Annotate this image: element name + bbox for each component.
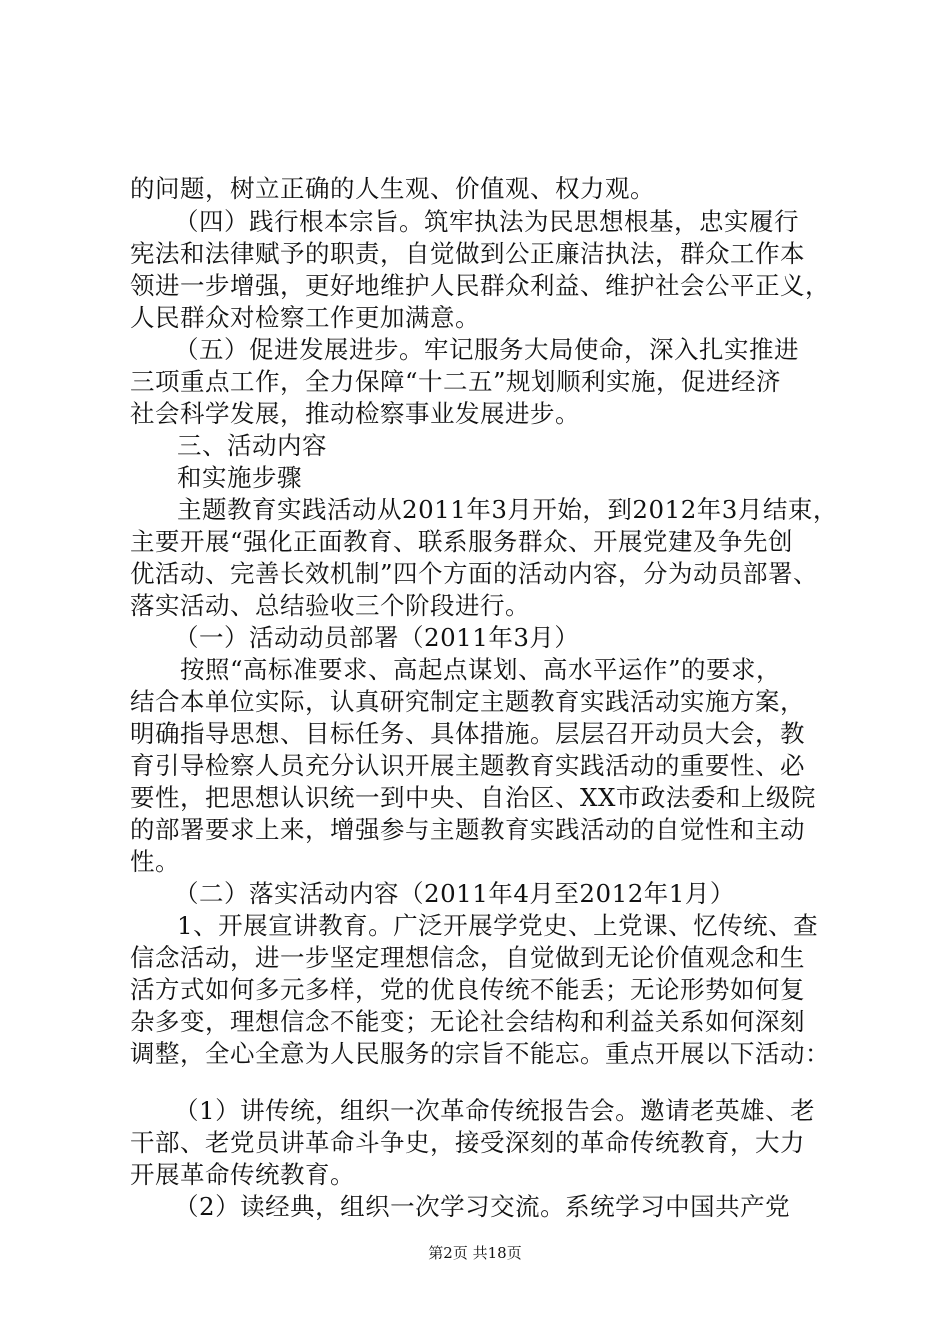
paragraph-line: 育引导检察人员充分认识开展主题教育实践活动的重要性、必	[130, 751, 805, 780]
paragraph-line: 结合本单位实际，认真研究制定主题教育实践活动实施方案，	[130, 687, 805, 716]
paragraph-line: 开展革命传统教育。	[130, 1160, 355, 1189]
paragraph-line: 活方式如何多元多样，党的优良传统不能丢；无论形势如何复	[130, 975, 805, 1004]
paragraph-line: 落实活动、总结验收三个阶段进行。	[130, 591, 530, 620]
paragraph-line: 按照“高标准要求、高起点谋划、高水平运作”的要求，	[180, 655, 782, 684]
paragraph-line: 优活动、完善长效机制”四个方面的活动内容，分为动员部署、	[130, 559, 819, 588]
paragraph-line: 领进一步增强，更好地维护人民群众利益、维护社会公平正义，	[130, 271, 830, 300]
paragraph-line: 性。	[130, 847, 180, 876]
paragraph-line: （1）讲传统，组织一次革命传统报告会。邀请老英雄、老	[174, 1096, 816, 1125]
subsection-heading: （一）活动动员部署（2011年3月）	[174, 623, 580, 652]
paragraph-line: 人民群众对检察工作更加满意。	[130, 303, 480, 332]
paragraph-line: 信念活动，进一步坚定理想信念，自觉做到无论价值观念和生	[130, 943, 805, 972]
paragraph-line: 的部署要求上来，增强参与主题教育实践活动的自觉性和主动	[130, 815, 805, 844]
paragraph-line: 1、开展宣讲教育。广泛开展学党史、上党课、忆传统、查	[177, 911, 819, 940]
paragraph-line: 社会科学发展，推动检察事业发展进步。	[130, 399, 580, 428]
section-heading: 和实施步骤	[177, 463, 302, 492]
paragraph-line: 的问题，树立正确的人生观、价值观、权力观。	[130, 174, 655, 203]
paragraph-line: 调整，全心全意为人民服务的宗旨不能忘。重点开展以下活动：	[130, 1039, 830, 1068]
paragraph-line: （五）促进发展进步。牢记服务大局使命，深入扎实推进	[174, 335, 799, 364]
paragraph-line: 主要开展“强化正面教育、联系服务群众、开展党建及争先创	[130, 527, 794, 556]
subsection-heading: （二）落实活动内容（2011年4月至2012年1月）	[174, 879, 735, 908]
paragraph-line: 三项重点工作，全力保障“十二五”规划顺利实施，促进经济	[130, 367, 782, 396]
page-number-footer: 第2页 共18页	[428, 1244, 522, 1262]
paragraph-line: （2）读经典，组织一次学习交流。系统学习中国共产党	[174, 1192, 791, 1221]
paragraph-line: 明确指导思想、目标任务、具体措施。层层召开动员大会，教	[130, 719, 805, 748]
paragraph-line: 杂多变，理想信念不能变；无论社会结构和利益关系如何深刻	[130, 1007, 805, 1036]
paragraph-line: 要性，把思想认识统一到中央、自治区、XX市政法委和上级院	[130, 783, 816, 812]
paragraph-line: 干部、老党员讲革命斗争史，接受深刻的革命传统教育，大力	[130, 1128, 805, 1157]
paragraph-line: 宪法和法律赋予的职责，自觉做到公正廉洁执法，群众工作本	[130, 239, 805, 268]
paragraph-line: 主题教育实践活动从2011年3月开始，到2012年3月结束，	[177, 495, 838, 524]
section-heading: 三、活动内容	[177, 431, 327, 460]
paragraph-line: （四）践行根本宗旨。筑牢执法为民思想根基，忠实履行	[174, 207, 799, 236]
